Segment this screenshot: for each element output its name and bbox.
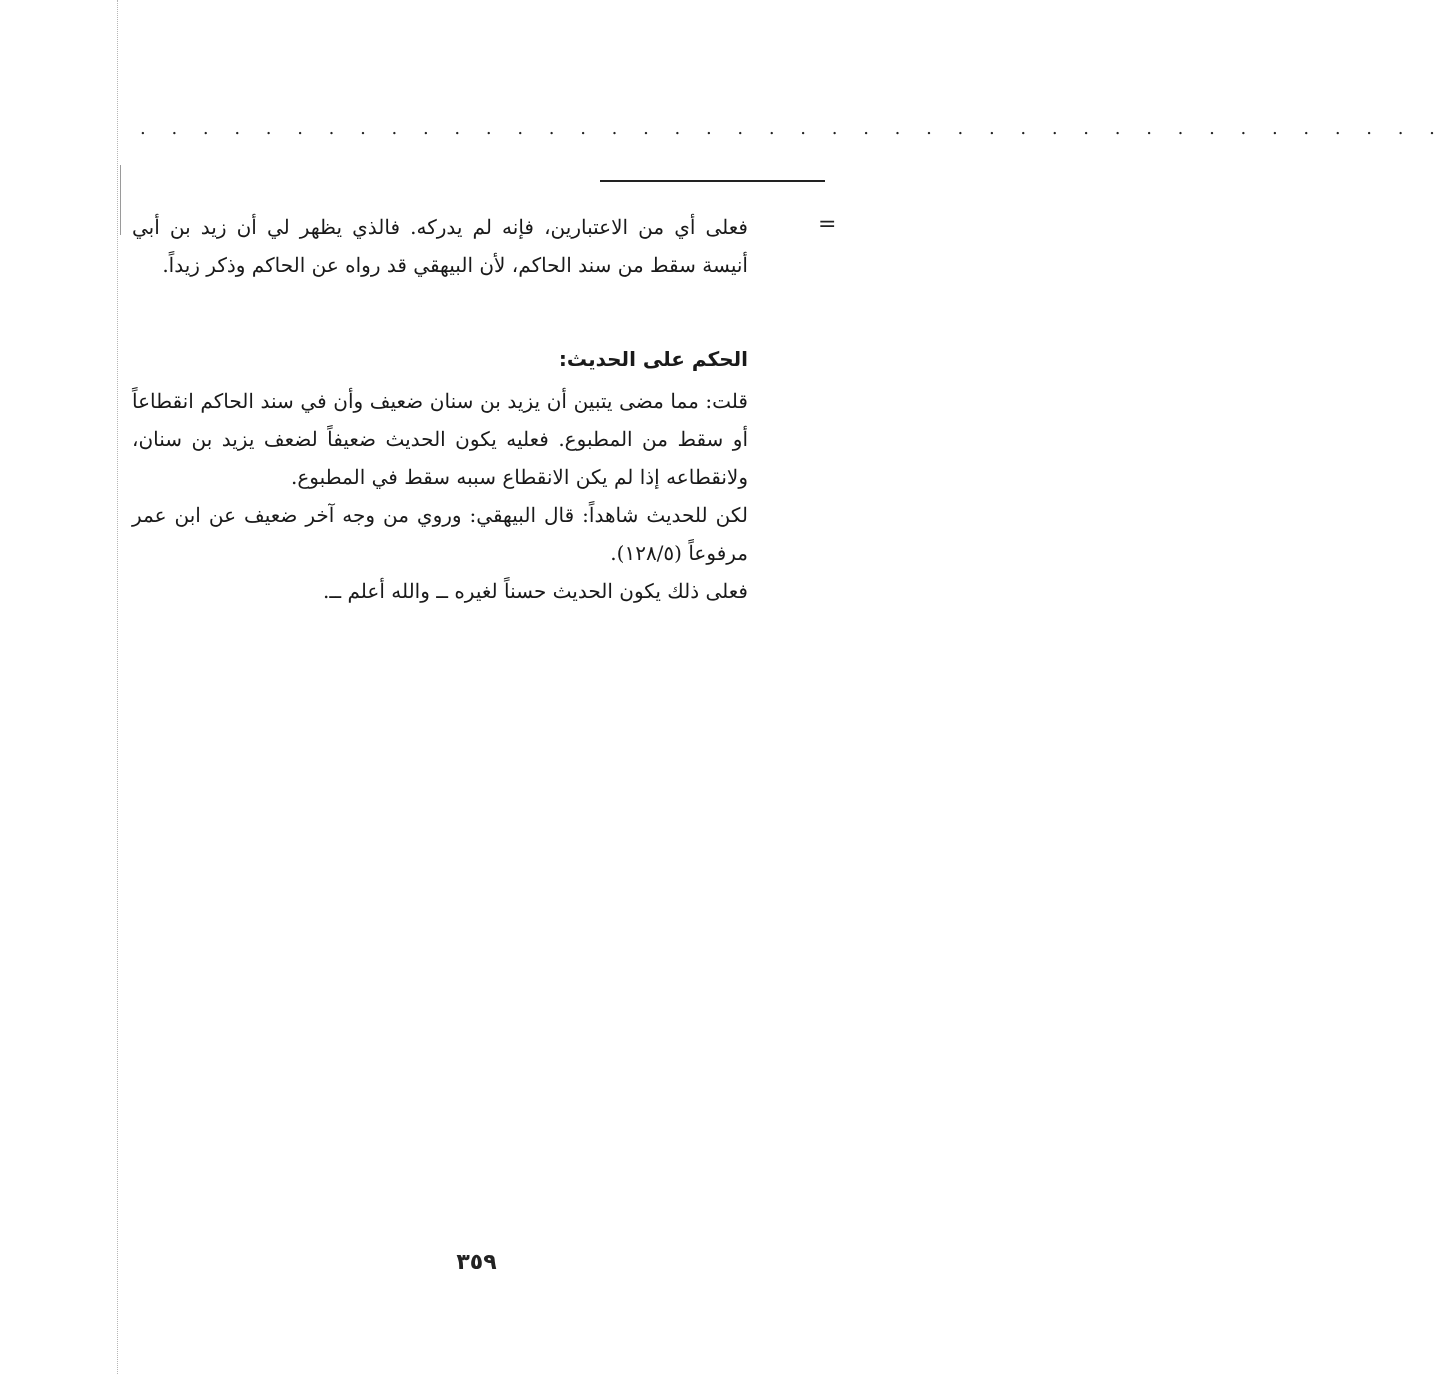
continuation-mark: = [818, 212, 837, 237]
top-dotted-separator: . . . . . . . . . . . . . . . . . . . . . . . . . . . . . . . . . . . . . . . . . . [140, 118, 1445, 139]
ruling-heading: الحكم على الحديث: [558, 347, 748, 371]
ruling-paragraph-1: قلت: مما مضى يتبين أن يزيد بن سنان ضعيف وأن في سند الحاكم انقطاعاً أو سقط من المطبوع. فعليه يكون الحديث ضعيفاً لضعف يزيد بن سنان، ولانقطاعه إذا لم يكن الانقطاع سببه سقط في المطبوع. [132, 389, 748, 489]
ruling-section [132, 340, 748, 610]
ruling-paragraph-3: فعلى ذلك يكون الحديث حسناً لغيره ــ والله أعلم ــ. [323, 579, 748, 603]
page-number: ٣٥٩ [456, 1250, 497, 1275]
footnote-rule [600, 180, 825, 182]
ruling-paragraph-2: لكن للحديث شاهداً: قال البيهقي: وروي من وجه آخر ضعيف عن ابن عمر مرفوعاً (١٢٨/٥). [132, 503, 748, 565]
footnote-paragraph: فعلى أي من الاعتبارين، فإنه لم يدركه. فالذي يظهر لي أن زيد بن أبي أنيسة سقط من سند الحاكم، لأن البيهقي قد رواه عن الحاكم وذكر زيداً. [132, 215, 748, 277]
margin-bar [120, 165, 121, 235]
footnote-text [132, 208, 748, 284]
scan-margin-line [117, 0, 118, 1374]
